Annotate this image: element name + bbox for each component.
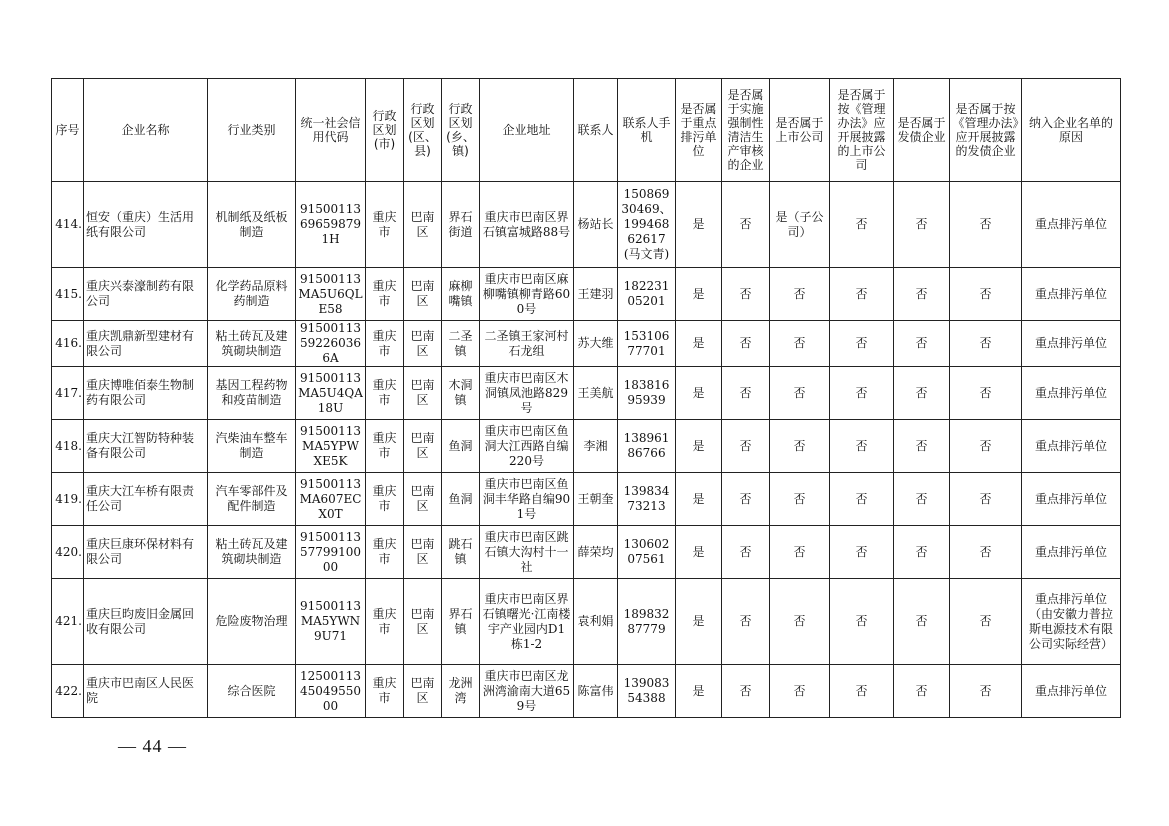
industry-category: 汽车零部件及配件制造 — [208, 473, 296, 526]
table-row — [52, 579, 1121, 665]
header-cell: 是否属于按《管理办法》应开展披露的上市公司 — [830, 79, 894, 182]
contact-phone: 13896186766 — [618, 420, 676, 473]
clean-production-flag: 否 — [722, 526, 770, 579]
region-district: 巴南区 — [404, 182, 442, 268]
bond-issuer-flag: 否 — [894, 579, 950, 665]
region-town: 界石镇 — [442, 579, 480, 665]
bond-issuer-flag: 否 — [894, 367, 950, 420]
company-address: 重庆市巴南区界石镇富城路88号 — [480, 182, 574, 268]
region-city: 重庆市 — [366, 367, 404, 420]
clean-production-flag: 否 — [722, 321, 770, 367]
bond-disclosure-flag: 否 — [950, 367, 1022, 420]
listed-company-flag: 否 — [770, 665, 830, 718]
header-row — [52, 79, 1121, 182]
clean-production-flag: 否 — [722, 367, 770, 420]
clean-production-flag: 否 — [722, 182, 770, 268]
region-city: 重庆市 — [366, 321, 404, 367]
bond-issuer-flag: 否 — [894, 182, 950, 268]
company-address: 二圣镇王家河村石龙组 — [480, 321, 574, 367]
listed-disclosure-flag: 否 — [830, 665, 894, 718]
bond-issuer-flag: 否 — [894, 321, 950, 367]
listed-company-flag: 是（子公司） — [770, 182, 830, 268]
table-body — [52, 182, 1121, 718]
key-polluter-flag: 是 — [676, 579, 722, 665]
region-town: 鱼洞 — [442, 420, 480, 473]
contact-person: 苏大维 — [574, 321, 618, 367]
contact-phone: 18983287779 — [618, 579, 676, 665]
bond-disclosure-flag: 否 — [950, 182, 1022, 268]
contact-phone: 18381695939 — [618, 367, 676, 420]
region-town: 鱼洞 — [442, 473, 480, 526]
key-polluter-flag: 是 — [676, 367, 722, 420]
clean-production-flag: 否 — [722, 665, 770, 718]
clean-production-flag: 否 — [722, 268, 770, 321]
listed-company-flag: 否 — [770, 367, 830, 420]
key-polluter-flag: 是 — [676, 526, 722, 579]
inclusion-reason: 重点排污单位 — [1022, 420, 1121, 473]
inclusion-reason: 重点排污单位 — [1022, 321, 1121, 367]
bond-disclosure-flag: 否 — [950, 579, 1022, 665]
listed-disclosure-flag: 否 — [830, 321, 894, 367]
bond-disclosure-flag: 否 — [950, 321, 1022, 367]
contact-person: 杨站长 — [574, 182, 618, 268]
company-address: 重庆市巴南区鱼洞大江西路自编220号 — [480, 420, 574, 473]
company-address: 重庆市巴南区木洞镇凤池路829号 — [480, 367, 574, 420]
key-polluter-flag: 是 — [676, 665, 722, 718]
bond-issuer-flag: 否 — [894, 268, 950, 321]
credit-code: 91500113MA5U6QLE58 — [296, 268, 366, 321]
bond-issuer-flag: 否 — [894, 473, 950, 526]
inclusion-reason: 重点排污单位 — [1022, 182, 1121, 268]
contact-phone: 13983473213 — [618, 473, 676, 526]
industry-category: 综合医院 — [208, 665, 296, 718]
industry-category: 基因工程药物和疫苗制造 — [208, 367, 296, 420]
clean-production-flag: 否 — [722, 473, 770, 526]
table-row — [52, 473, 1121, 526]
contact-phone: 15086930469、19946862617(马文青) — [618, 182, 676, 268]
industry-category: 粘土砖瓦及建筑砌块制造 — [208, 321, 296, 367]
bond-disclosure-flag: 否 — [950, 526, 1022, 579]
header-cell: 企业地址 — [480, 79, 574, 182]
contact-phone: 13908354388 — [618, 665, 676, 718]
region-town: 木洞镇 — [442, 367, 480, 420]
company-name: 重庆博唯佰泰生物制药有限公司 — [84, 367, 208, 420]
region-district: 巴南区 — [404, 268, 442, 321]
listed-disclosure-flag: 否 — [830, 367, 894, 420]
inclusion-reason: 重点排污单位（由安徽力普拉斯电源技术有限公司实际经营） — [1022, 579, 1121, 665]
listed-company-flag: 否 — [770, 473, 830, 526]
company-name: 重庆巨昀废旧金属回收有限公司 — [84, 579, 208, 665]
industry-category: 危险废物治理 — [208, 579, 296, 665]
listed-company-flag: 否 — [770, 420, 830, 473]
header-cell: 联系人手机 — [618, 79, 676, 182]
clean-production-flag: 否 — [722, 579, 770, 665]
listed-company-flag: 否 — [770, 268, 830, 321]
company-address: 重庆市巴南区鱼洞丰华路自编901号 — [480, 473, 574, 526]
region-town: 界石街道 — [442, 182, 480, 268]
row-number: 417. — [52, 367, 84, 420]
company-address: 重庆市巴南区跳石镇大沟村十一社 — [480, 526, 574, 579]
contact-phone: 18223105201 — [618, 268, 676, 321]
credit-code: 91500113MA5YWN9U71 — [296, 579, 366, 665]
credit-code: 91500113MA5U4QA18U — [296, 367, 366, 420]
header-cell: 统一社会信用代码 — [296, 79, 366, 182]
region-district: 巴南区 — [404, 526, 442, 579]
key-polluter-flag: 是 — [676, 321, 722, 367]
listed-disclosure-flag: 否 — [830, 182, 894, 268]
inclusion-reason: 重点排污单位 — [1022, 268, 1121, 321]
table-row — [52, 526, 1121, 579]
row-number: 416. — [52, 321, 84, 367]
key-polluter-flag: 是 — [676, 420, 722, 473]
region-town: 龙洲湾 — [442, 665, 480, 718]
table-row — [52, 321, 1121, 367]
bond-disclosure-flag: 否 — [950, 420, 1022, 473]
company-name: 重庆凯鼎新型建材有限公司 — [84, 321, 208, 367]
table-row — [52, 420, 1121, 473]
table-row — [52, 268, 1121, 321]
credit-code: 91500113592260366A — [296, 321, 366, 367]
contact-person: 李湘 — [574, 420, 618, 473]
bond-disclosure-flag: 否 — [950, 473, 1022, 526]
company-address: 重庆市巴南区麻柳嘴镇柳青路600号 — [480, 268, 574, 321]
company-address: 重庆市巴南区龙洲湾渝南大道659号 — [480, 665, 574, 718]
row-number: 418. — [52, 420, 84, 473]
company-name: 重庆大江车桥有限责任公司 — [84, 473, 208, 526]
credit-code: 12500113450495500​0 — [296, 665, 366, 718]
region-town: 麻柳嘴镇 — [442, 268, 480, 321]
bond-disclosure-flag: 否 — [950, 665, 1022, 718]
bond-issuer-flag: 否 — [894, 526, 950, 579]
page-number: — 44 — — [118, 736, 187, 756]
inclusion-reason: 重点排污单位 — [1022, 665, 1121, 718]
credit-code: 91500113696598791H — [296, 182, 366, 268]
region-city: 重庆市 — [366, 526, 404, 579]
bond-issuer-flag: 否 — [894, 665, 950, 718]
row-number: 414. — [52, 182, 84, 268]
company-name: 恒安（重庆）生活用纸有限公司 — [84, 182, 208, 268]
table-row — [52, 182, 1121, 268]
listed-disclosure-flag: 否 — [830, 268, 894, 321]
credit-code: 915001135779910000 — [296, 526, 366, 579]
enterprise-table — [51, 78, 1121, 718]
header-cell: 是否属于重点排污单位 — [676, 79, 722, 182]
industry-category: 粘土砖瓦及建筑砌块制造 — [208, 526, 296, 579]
header-cell: 企业名称 — [84, 79, 208, 182]
company-name: 重庆巨康环保材料有限公司 — [84, 526, 208, 579]
table-row — [52, 367, 1121, 420]
row-number: 420. — [52, 526, 84, 579]
bond-disclosure-flag: 否 — [950, 268, 1022, 321]
region-city: 重庆市 — [366, 420, 404, 473]
region-city: 重庆市 — [366, 182, 404, 268]
row-number: 422. — [52, 665, 84, 718]
region-district: 巴南区 — [404, 665, 442, 718]
key-polluter-flag: 是 — [676, 182, 722, 268]
region-city: 重庆市 — [366, 579, 404, 665]
region-district: 巴南区 — [404, 420, 442, 473]
listed-company-flag: 否 — [770, 321, 830, 367]
credit-code: 91500113MA607ECX0T — [296, 473, 366, 526]
key-polluter-flag: 是 — [676, 473, 722, 526]
contact-person: 袁利娟 — [574, 579, 618, 665]
header-cell: 行政区划(市) — [366, 79, 404, 182]
inclusion-reason: 重点排污单位 — [1022, 473, 1121, 526]
company-name: 重庆大江智防特种装备有限公司 — [84, 420, 208, 473]
region-district: 巴南区 — [404, 367, 442, 420]
inclusion-reason: 重点排污单位 — [1022, 526, 1121, 579]
header-cell: 纳入企业名单的原因 — [1022, 79, 1121, 182]
header-cell: 是否属于上市公司 — [770, 79, 830, 182]
region-town: 跳石镇 — [442, 526, 480, 579]
listed-disclosure-flag: 否 — [830, 579, 894, 665]
clean-production-flag: 否 — [722, 420, 770, 473]
industry-category: 化学药品原料药制造 — [208, 268, 296, 321]
listed-disclosure-flag: 否 — [830, 473, 894, 526]
contact-person: 王美航 — [574, 367, 618, 420]
region-city: 重庆市 — [366, 473, 404, 526]
key-polluter-flag: 是 — [676, 268, 722, 321]
contact-person: 陈富伟 — [574, 665, 618, 718]
header-cell: 行政区划(区、县) — [404, 79, 442, 182]
listed-company-flag: 否 — [770, 579, 830, 665]
header-cell: 是否属于实施强制性清洁生产审核的企业 — [722, 79, 770, 182]
listed-disclosure-flag: 否 — [830, 420, 894, 473]
region-district: 巴南区 — [404, 473, 442, 526]
listed-disclosure-flag: 否 — [830, 526, 894, 579]
row-number: 421. — [52, 579, 84, 665]
region-town: 二圣镇 — [442, 321, 480, 367]
region-city: 重庆市 — [366, 665, 404, 718]
contact-person: 薛荣均 — [574, 526, 618, 579]
company-address: 重庆市巴南区界石镇曙光·江南楼宇产业园内D1栋1-2 — [480, 579, 574, 665]
listed-company-flag: 否 — [770, 526, 830, 579]
contact-person: 王建羽 — [574, 268, 618, 321]
industry-category: 机制纸及纸板制造 — [208, 182, 296, 268]
company-name: 重庆兴泰濠制药有限公司 — [84, 268, 208, 321]
row-number: 415. — [52, 268, 84, 321]
industry-category: 汽柴油车整车制造 — [208, 420, 296, 473]
bond-issuer-flag: 否 — [894, 420, 950, 473]
contact-phone: 13060207561 — [618, 526, 676, 579]
region-city: 重庆市 — [366, 268, 404, 321]
header-cell: 序号 — [52, 79, 84, 182]
contact-phone: 15310677701 — [618, 321, 676, 367]
contact-person: 王朝奎 — [574, 473, 618, 526]
header-cell: 是否属于按《管理办法》应开展披露的发债企业 — [950, 79, 1022, 182]
header-cell: 联系人 — [574, 79, 618, 182]
region-district: 巴南区 — [404, 321, 442, 367]
company-name: 重庆市巴南区人民医院 — [84, 665, 208, 718]
header-cell: 是否属于发债企业 — [894, 79, 950, 182]
credit-code: 91500113MA5YPWXE5K — [296, 420, 366, 473]
table-row — [52, 665, 1121, 718]
inclusion-reason: 重点排污单位 — [1022, 367, 1121, 420]
row-number: 419. — [52, 473, 84, 526]
header-cell: 行政区划(乡、镇) — [442, 79, 480, 182]
header-cell: 行业类别 — [208, 79, 296, 182]
region-district: 巴南区 — [404, 579, 442, 665]
